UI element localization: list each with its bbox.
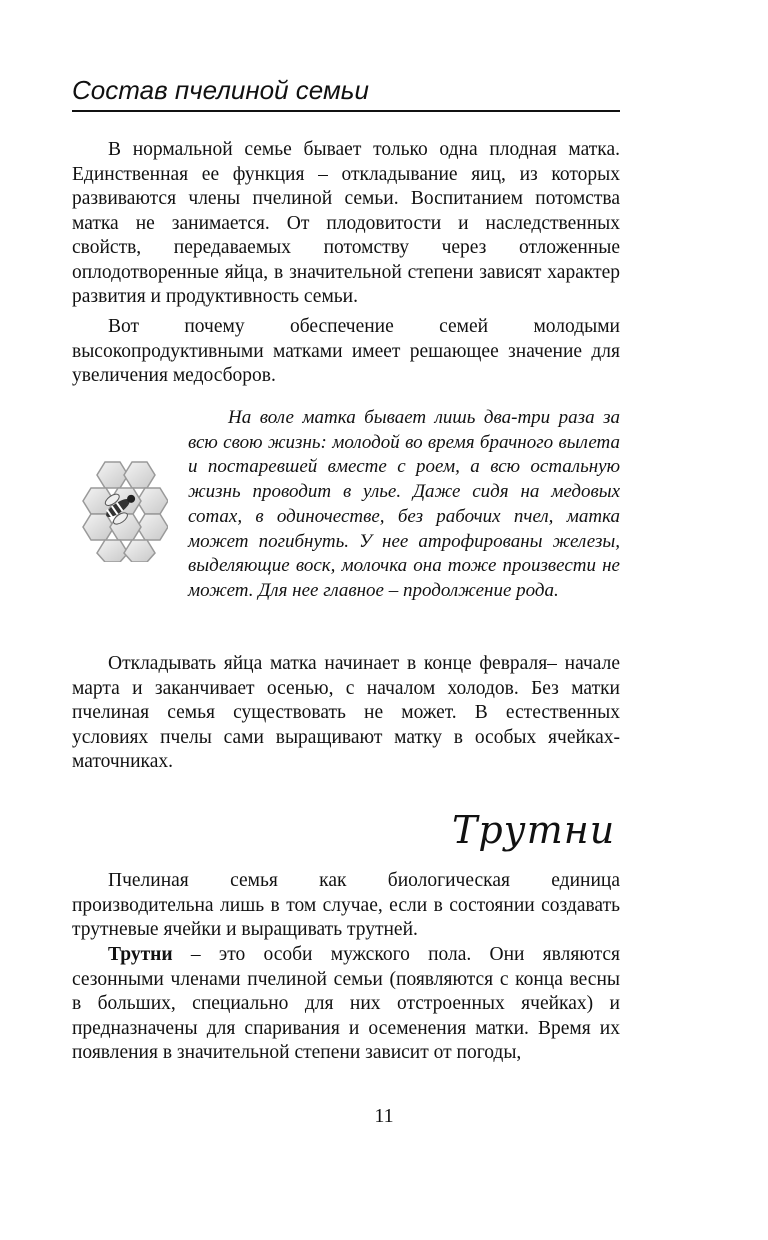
sidebar-note <box>188 406 620 604</box>
paragraph-queen-role: В нормальной семье бывает только одна плодная матка. Единственная ее функция – откладывание яиц, из которых развиваются члены пчелиной семьи. Воспитанием потомства матка не занимается. От плодовитости и наследственных свойств, передаваемых потомству через отложенные оплодотворенные яйца, в значительной степени зависят характер развития и продуктивность семьи. <box>72 139 620 307</box>
drones-definition-text: – это особи мужского пола. Они являются сезонными членами пчелиной семьи (появляются с конца весны в больших, специально для них отстроенных ячейках) и предназначены для спаривания и осеменения матки. Время их появления в значительной степени зависит от погоды, <box>72 944 620 1063</box>
running-header <box>72 70 620 112</box>
paragraph-egg-laying: Откладывать яйца матка начинает в конце февраля– начале марта и заканчивает осенью, с началом холодов. Без матки пчелиная семья существовать не может. В естественных условиях пчелы сами выращивают матку в особых ячейках-маточниках. <box>72 653 620 772</box>
section-title-drones: Трутни <box>452 808 616 852</box>
paragraph-biological-unit: Пчелиная семья как биологическая единица производительна лишь в том случае, если в состоянии создавать трутневые ячейки и выращивать трутней. <box>72 870 620 940</box>
honeycomb-bee-icon <box>72 458 168 562</box>
header-title: Состав пчелиной семьи <box>72 75 369 105</box>
paragraph-young-queens: Вот почему обеспечение семей молодыми высокопродуктивными матками имеет решающее значение для увеличения медосборов. <box>72 316 620 386</box>
sidebar-note-text: На воле матка бывает лишь два-три раза за всю свою жизнь: молодой во время брачного вылета и постаревшей вместе с роем, а всю остальную жизнь проводит в улье. Даже сидя на медовых сотах, в одиночестве, без рабочих пчел, матка может погибнуть. У нее атрофированы железы, выделяющие воск, молочка она тоже произвести не может. Для нее главное – продолжение рода. <box>188 407 620 601</box>
term-drones: Трутни <box>108 944 173 965</box>
page-number: 11 <box>374 1105 394 1127</box>
paragraph-drones-definition <box>72 943 620 1066</box>
